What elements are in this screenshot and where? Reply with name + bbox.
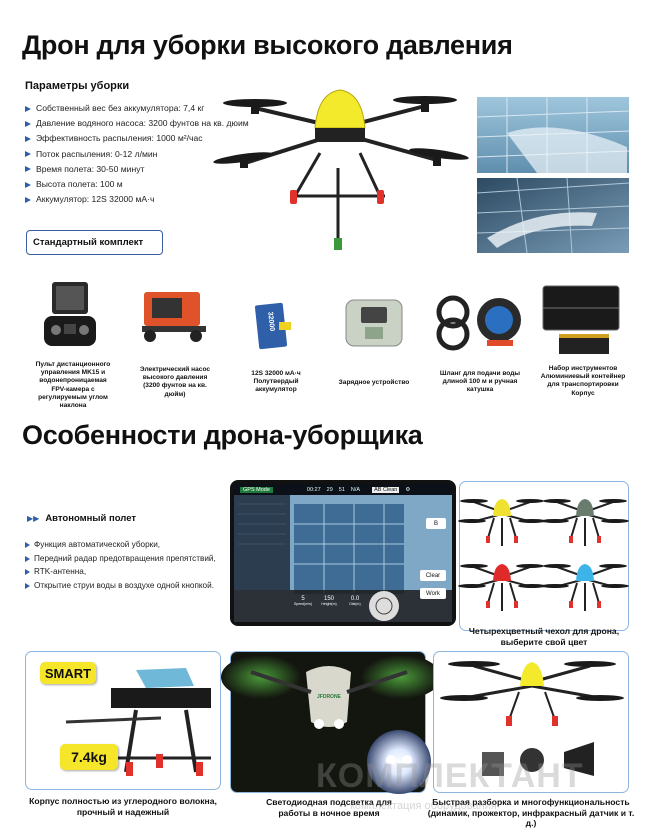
drone-image [215,78,465,258]
mode-label: AB Clean [374,486,398,493]
color-drone [458,499,546,546]
kit-caption: 12S 32000 мА·ч Полутвердый аккумулятор [251,370,301,394]
carbon-caption: Корпус полностью из углеродного волокна, прочный и надежный [29,796,217,817]
colors-caption: Четырехцветный чехол для дрона, выберите свой цвет [468,626,620,647]
distance-readout [344,596,366,606]
watermark-subtitle: комплектация оборудования [350,800,497,812]
tablet-status-bar [234,484,452,495]
feature-item: RTK-антенна, [24,565,216,579]
param-item: Эффективность распыления: 1000 м²/час [24,131,249,146]
case-icon [539,282,623,362]
auto-flight-title: Автономный полет [45,513,137,524]
led-caption: Светодиодная подсветка для работы в ночное время [266,797,392,818]
hose-reel-icon [435,290,527,352]
page-title: Дрон для уборки высокого давления [22,30,513,60]
facade-photo-bottom [477,178,629,253]
battery-label: 32000 [266,311,276,332]
auto-flight-heading [27,513,136,524]
waypoint-b-label: B [433,520,438,527]
feature-item: Передний радар предотвращения препятствий, [24,552,216,566]
height-readout [318,596,340,606]
work-button[interactable]: Work [420,588,446,599]
height-value: 150 [323,596,334,602]
height-label: Height(m) [321,602,337,606]
param-item: Аккумулятор: 12S 32000 мА·ч [24,192,249,207]
facade-photo-top [477,97,629,173]
auto-flight-list [24,538,216,592]
color-drones-frame [459,481,629,631]
pump-icon [138,282,210,344]
features-title: Особенности дрона-уборщика [22,420,423,450]
param-item: Собственный вес без аккумулятора: 7,4 кг [24,101,249,116]
remote-control-icon [40,280,100,350]
weight-badge: 7.4kg [60,744,118,770]
smart-badge: SMART [40,662,96,684]
speed-label: Speed(m/s) [293,602,313,606]
kit-caption: Набор инструментов Алюминиевый контейнер для транспортировки Корпус [540,365,626,397]
time-label: 00:27 [306,486,321,493]
standard-kit-button[interactable]: Стандартный комплект [26,230,163,255]
color-drone [541,564,629,611]
param-item: Высота полета: 100 м [24,177,249,192]
signal-value: 51 [338,486,345,493]
distance-label: Dist(m) [349,602,361,606]
color-drone [541,499,629,546]
waypoint-b[interactable] [426,518,446,529]
double-arrow-icon: ▶▶ [27,514,40,523]
color-drone [458,564,546,611]
param-item: Давление водяного насоса: 3200 фунтов на кв. дюим [24,116,249,131]
param-item: Поток распыления: 0-12 л/мин [24,147,249,162]
charger-icon [343,297,405,349]
modular-caption: Быстрая разборка и многофункциональность (динамик, прожектор, инфракрасный датчик и т. д.) [427,797,635,828]
drone-brand-label: JFDRONE [317,694,341,700]
params-title: Параметры уборки [25,80,130,92]
param-item: Время полета: 30-50 минут [24,162,249,177]
kit-caption: Шланг для подачи воды длиной 100 м и ручная катушка [439,370,521,394]
gps-mode-label: GPS Mode [240,487,273,493]
watermark-logo: КОМПЛЕКТАНТ [316,757,584,795]
carbon-frame-box [25,651,221,790]
feature-item: Открытие струи воды в воздухе одной кнопкой. [24,579,216,593]
na-label: N/A [350,486,361,493]
tablet-screen [230,480,456,626]
speed-value: 5 [301,596,305,602]
battery-icon [253,300,297,350]
gear-icon[interactable]: ⚙ [405,486,411,493]
speed-readout [292,596,314,606]
kit-caption: Электрический насос высокого давления (3200 фунтов на кв. дюйм) [139,366,211,398]
color-drones-image [460,482,630,632]
kit-caption: Пульт дистанционного управления MK15 и водонепроницаемая FPV-камера с регулируемым углом наклона [35,361,111,410]
kit-caption: Зарядное устройство [338,379,410,386]
clear-button[interactable]: Clear [420,570,446,581]
satellite-count: 29 [326,486,333,493]
feature-item: Функция автоматической уборки, [24,538,216,552]
distance-value: 0.0 [350,596,360,602]
